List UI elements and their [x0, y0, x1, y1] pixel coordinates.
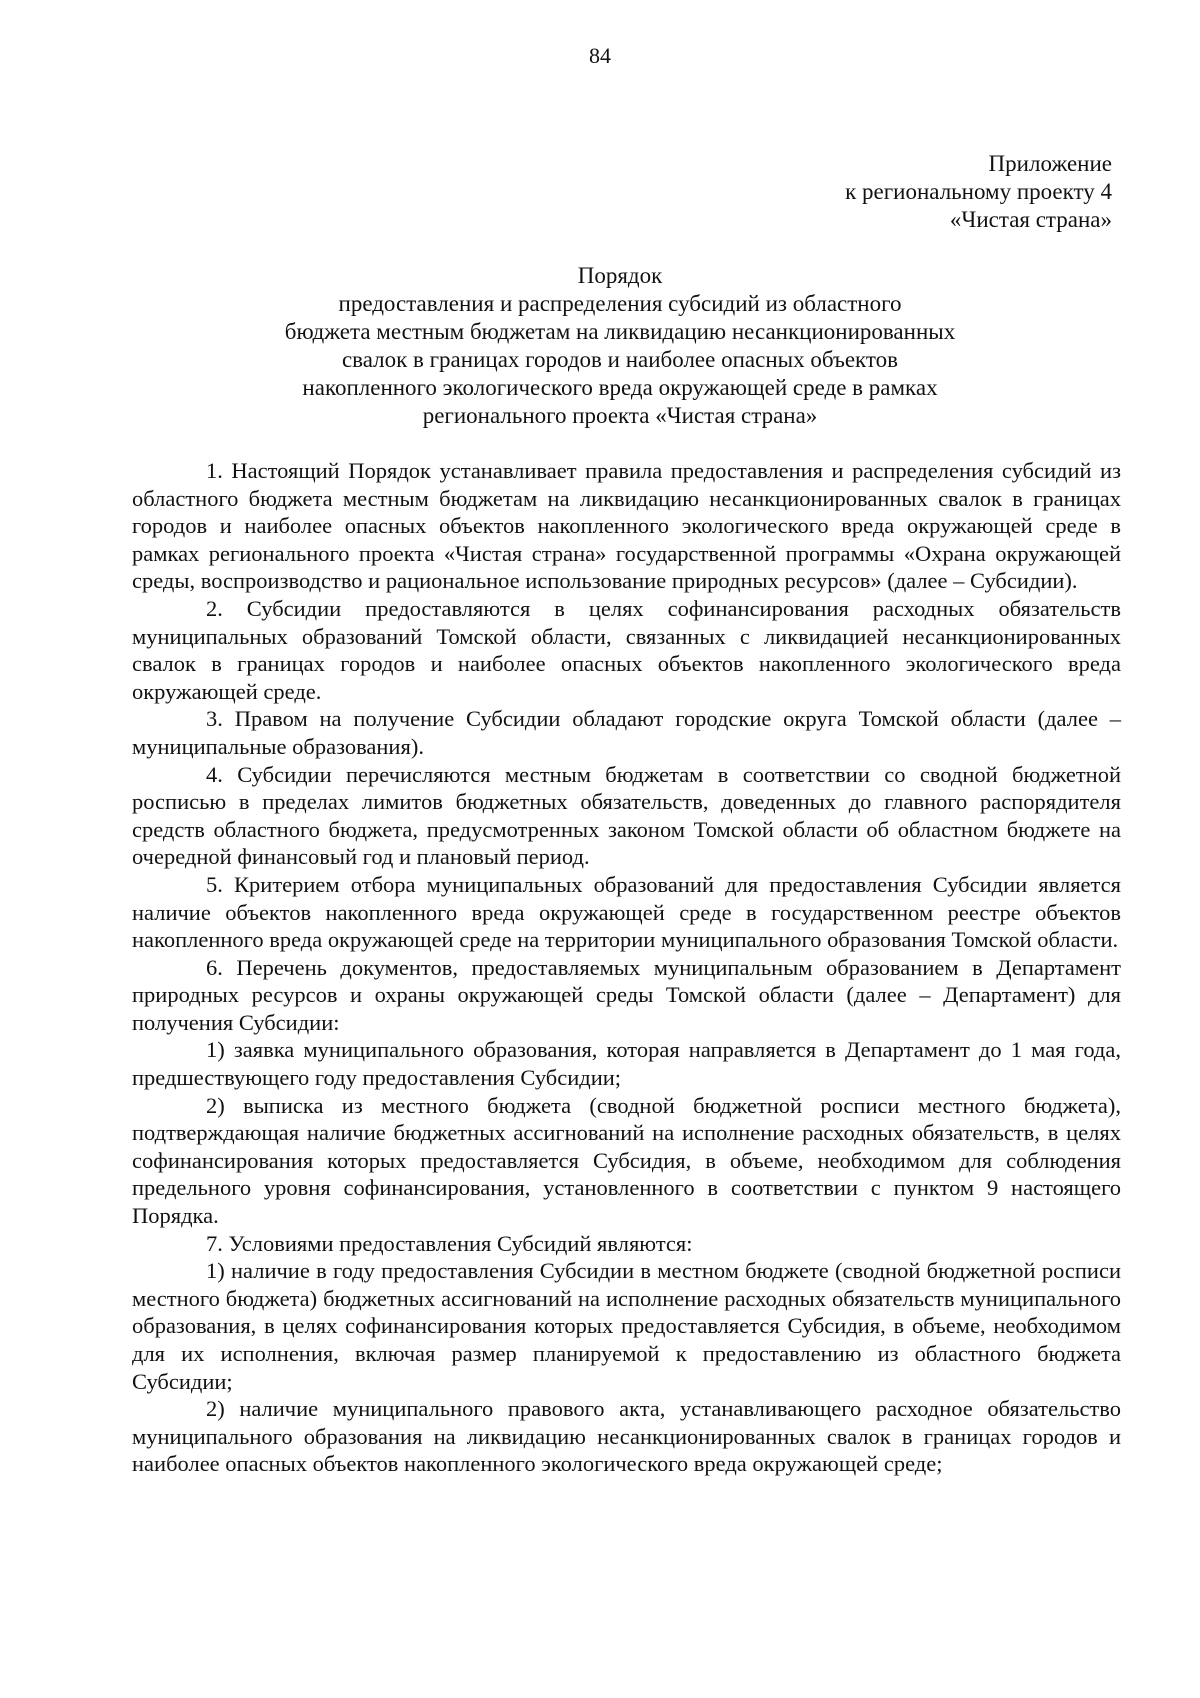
paragraph-2: 2. Субсидии предоставляются в целях софинансирования расходных обязательств муниципальных образований Томской области, связанных с ликвидацией несанкционированных свалок в границах городов и наиболее опасных объектов накопленного экологического вреда окружающей среде. — [132, 595, 1121, 704]
paragraph-7-item-2: 2) наличие муниципального правового акта, устанавливающего расходное обязательство муниципального образования на ликвидацию несанкционированных свалок в границах городов и наиболее опасных объектов накопленного экологического вреда окружающей среде; — [132, 1396, 1121, 1477]
appendix-block — [845, 150, 1112, 234]
appendix-line: «Чистая страна» — [949, 207, 1112, 232]
document-title — [120, 262, 1120, 430]
appendix-line: к региональному проекту 4 — [845, 179, 1112, 204]
paragraph-4: 4. Субсидии перечисляются местным бюджетам в соответствии со сводной бюджетной росписью в пределах лимитов бюджетных обязательств, доведенных до главного распорядителя средств областного бюджета, предусмотренных законом Томской области об областном бюджете на очередной финансовый год и плановый период. — [132, 761, 1121, 870]
paragraph-7: 7. Условиями предоставления Субсидий являются: — [206, 1230, 693, 1256]
paragraph-6-item-2: 2) выписка из местного бюджета (сводной бюджетной росписи местного бюджета), подтверждающая наличие бюджетных ассигнований на исполнение расходных обязательств, в целях софинансирования которых предоставляется Субсидия, в объеме, необходимом для соблюдения предельного уровня софинансирования, установленного в соответствии с пунктом 9 настоящего Порядка. — [132, 1092, 1121, 1229]
paragraph-1: 1. Настоящий Порядок устанавливает правила предоставления и распределения субсидий из областного бюджета местным бюджетам на ликвидацию несанкционированных свалок в границах городов и наиболее опасных объектов накопленного экологического вреда окружающей среде в рамках регионального проекта «Чистая страна» государственной программы «Охрана окружающей среды, воспроизводство и рациональное использование природных ресурсов» (далее – Субсидии). — [132, 458, 1121, 594]
appendix-line: Приложение — [988, 151, 1112, 176]
document-body — [132, 457, 1121, 1478]
title-line: накопленного экологического вреда окружающей среде в рамках — [302, 375, 938, 400]
page-number: 84 — [589, 43, 611, 68]
paragraph-6-item-1: 1) заявка муниципального образования, которая направляется в Департамент до 1 мая года, предшествующего году предоставления Субсидии; — [132, 1037, 1121, 1091]
title-line: регионального проекта «Чистая страна» — [422, 403, 818, 428]
paragraph-7-item-1: 1) наличие в году предоставления Субсидии в местном бюджете (сводной бюджетной росписи местного бюджета) бюджетных ассигнований на исполнение расходных обязательств муниципального образования, в целях софинансирования которых предоставляется Субсидия, в объеме, необходимом для их исполнения, включая размер планируемой к предоставлению из областного бюджета Субсидии; — [132, 1258, 1121, 1394]
title-line: предоставления и распределения субсидий из областного — [338, 291, 902, 316]
title-line: бюджета местным бюджетам на ликвидацию несанкционированных — [284, 319, 956, 344]
title-line: свалок в границах городов и наиболее опасных объектов — [341, 347, 899, 372]
title-heading: Порядок — [577, 263, 663, 288]
paragraph-3: 3. Правом на получение Субсидии обладают городские округа Томской области (далее – муниципальные образования). — [132, 706, 1121, 759]
paragraph-6: 6. Перечень документов, предоставляемых муниципальным образованием в Департамент природных ресурсов и охраны окружающей среды Томской области (далее – Департамент) для получения Субсидии: — [132, 954, 1121, 1035]
paragraph-5: 5. Критерием отбора муниципальных образований для предоставления Субсидии является наличие объектов накопленного вреда окружающей среде в государственном реестре объектов накопленного вреда окружающей среде на территории муниципального образования Томской области. — [132, 871, 1121, 953]
